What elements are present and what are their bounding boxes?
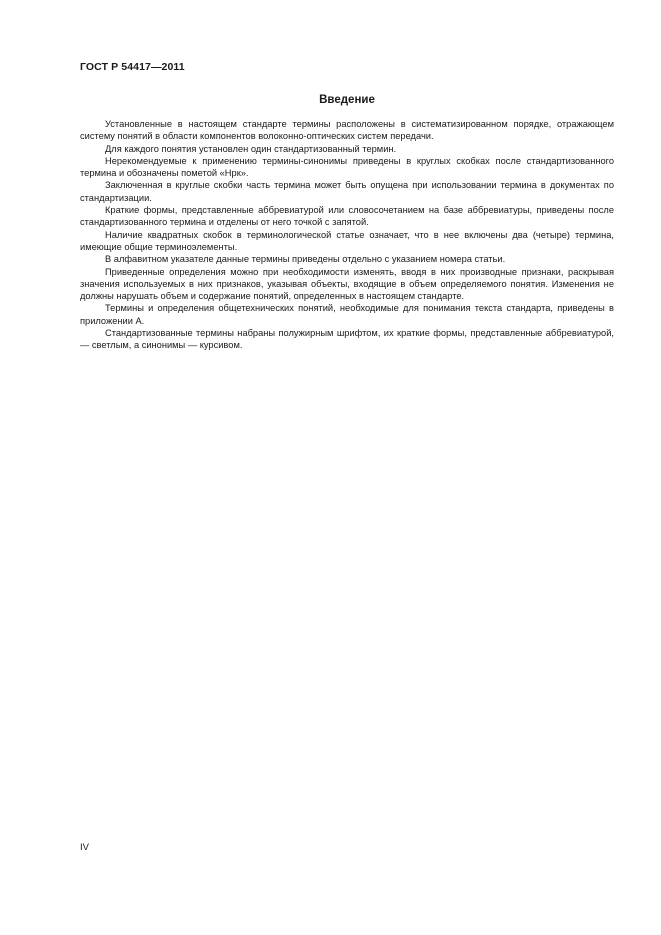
paragraph: Наличие квадратных скобок в терминологической статье означает, что в нее включены два (четыре) термина, имеющие общие терминоэлементы.: [80, 229, 614, 252]
paragraph: Установленные в настоящем стандарте термины расположены в систематизированном порядке, отражающем систему понятий в области компонентов волоконно-оптических систем передачи.: [80, 119, 614, 142]
paragraph: В алфавитном указателе данные термины приведены отдельно с указанием номера статьи.: [105, 254, 506, 265]
page-number: IV: [80, 842, 89, 853]
paragraph: Приведенные определения можно при необходимости изменять, вводя в них производные признаки, раскрывая значения используемых в них признаков, указывая объекты, входящие в объем определяемого понятия. Изменения не должны нарушать объем и содержание понятий, определенных в настоящем стандарте.: [80, 266, 614, 302]
paragraph: Термины и определения общетехнических понятий, необходимые для понимания текста стандарта, приведены в приложении А.: [80, 303, 614, 326]
paragraph: Заключенная в круглые скобки часть термина может быть опущена при использовании термина в документах по стандартизации.: [80, 180, 614, 203]
paragraph: Краткие формы, представленные аббревиатурой или словосочетанием на базе аббревиатуры, приведены после стандартизованного термина и отделены от него точкой с запятой.: [80, 205, 614, 228]
section-title: Введение: [319, 94, 375, 106]
paragraph: Для каждого понятия установлен один стандартизованный термин.: [105, 143, 397, 154]
document-code: ГОСТ Р 54417—2011: [80, 61, 185, 73]
paragraph: Стандартизованные термины набраны полужирным шрифтом, их краткие формы, представленные аббревиатурой, — светлым, а синонимы — курсивом.: [80, 328, 614, 351]
section-body: [80, 118, 614, 352]
paragraph: Нерекомендуемые к применению термины-синонимы приведены в круглых скобках после стандартизованного термина и обозначены пометой «Нрк».: [80, 155, 614, 179]
